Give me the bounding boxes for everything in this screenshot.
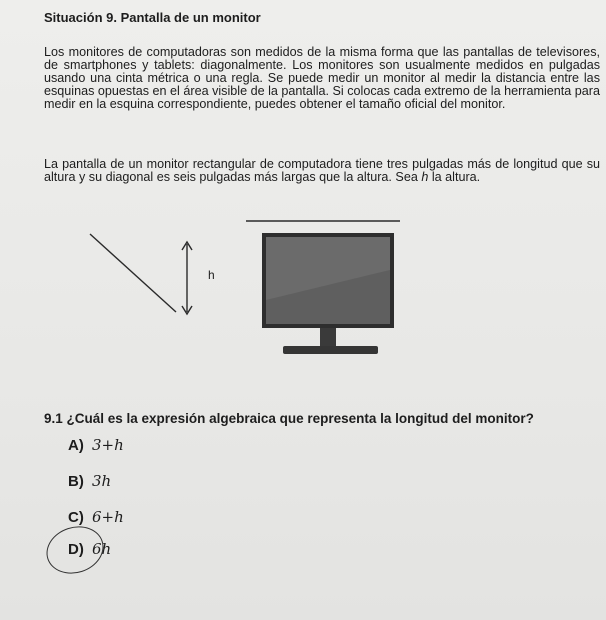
intro-paragraph: Los monitores de computadoras son medidos de la misma forma que las pantallas de televisores, de smartphones y tablets: diagonalmente. Los monitores son usualmente medidos en pulgadas usando una cinta métrica o una regla. Se puede medir un monitor al medir la distancia entre las esquinas opuestas en el área visible de la pantalla. Si colocas cada extremo de la herramienta para medir en la esquina correspondiente, puedes obtener el tamaño oficial del monitor. — [44, 45, 600, 111]
option-a[interactable] — [68, 436, 124, 454]
monitor-base — [283, 346, 378, 354]
height-label: h — [208, 268, 215, 282]
problem-text: La pantalla de un monitor rectangular de computadora tiene tres pulgadas más de longitud que su altura y su diagonal es seis pulgadas más largas que la altura. Sea — [44, 157, 600, 184]
option-a-letter: A) — [68, 437, 84, 454]
height-variable: h — [421, 170, 429, 184]
monitor-neck — [320, 328, 336, 346]
question-text: 9.1 ¿Cuál es la expresión algebraica que representa la longitud del monitor? — [44, 411, 534, 426]
option-a-expression: 3+h — [92, 436, 124, 454]
option-b-letter: B) — [68, 473, 84, 490]
option-d-letter: D) — [68, 541, 84, 558]
page-title: Situación 9. Pantalla de un monitor — [44, 10, 261, 25]
option-d-expression: 6h — [92, 540, 112, 558]
diagonal-line — [90, 234, 176, 312]
problem-tail: la altura. — [431, 170, 481, 184]
option-c-expression: 6+h — [92, 508, 124, 526]
option-c-letter: C) — [68, 509, 84, 526]
option-c[interactable] — [68, 508, 124, 526]
option-b-expression: 3h — [92, 472, 112, 490]
option-b[interactable] — [68, 472, 111, 490]
